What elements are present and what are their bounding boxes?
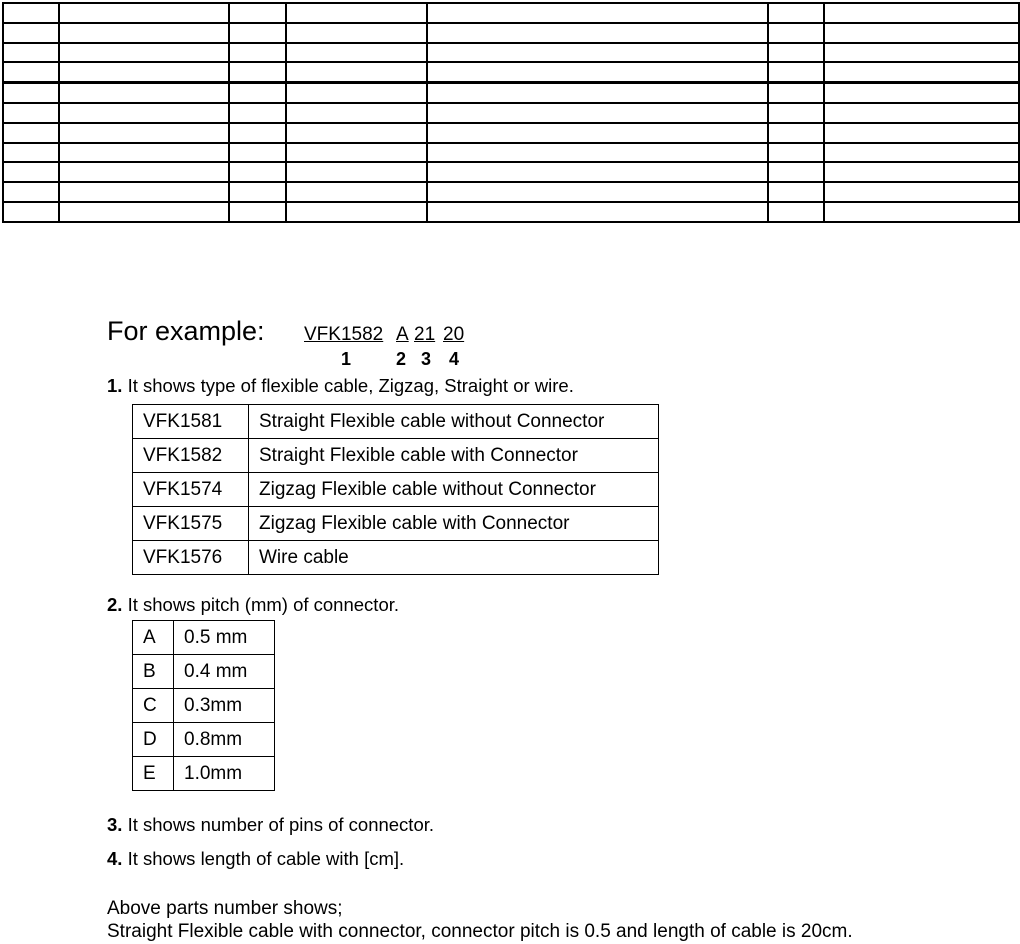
- grid-cell: [286, 43, 427, 63]
- item-text: It shows number of pins of connector.: [127, 814, 435, 835]
- grid-cell: [768, 162, 824, 182]
- grid-row: [3, 103, 1019, 123]
- table-row: [133, 621, 275, 655]
- grid-cell: [427, 103, 768, 123]
- grid-cell: [286, 123, 427, 143]
- grid-cell: [286, 23, 427, 43]
- index-label-3: 3: [421, 349, 432, 369]
- grid-cell: [824, 162, 1019, 182]
- grid-cell: [59, 123, 229, 143]
- grid-cell: [824, 123, 1019, 143]
- grid-cell: [768, 103, 824, 123]
- grid-row: [3, 182, 1019, 202]
- item-text: It shows type of flexible cable, Zigzag, Straight or wire.: [127, 375, 574, 396]
- grid-cell: [3, 182, 59, 202]
- table-row: [133, 405, 659, 439]
- grid-cell: [229, 182, 286, 202]
- example-label: For example:: [107, 316, 265, 346]
- grid-cell: [768, 83, 824, 103]
- grid-row: [3, 143, 1019, 163]
- part-segment-pitch: A: [396, 324, 409, 345]
- grid-cell: [824, 83, 1019, 103]
- grid-cell: [824, 23, 1019, 43]
- item-text: It shows pitch (mm) of connector.: [127, 594, 400, 615]
- grid-cell: [768, 62, 824, 82]
- grid-row: [3, 162, 1019, 182]
- table-row: [133, 439, 659, 473]
- grid-cell: [427, 3, 768, 23]
- index-label-4: 4: [449, 349, 460, 369]
- grid-cell: [286, 162, 427, 182]
- item-4: [107, 848, 404, 870]
- grid-cell: [59, 62, 229, 82]
- cable-description: Straight Flexible cable with Connector: [249, 439, 659, 473]
- pitch-value: 1.0mm: [174, 757, 275, 791]
- grid-row: [3, 83, 1019, 103]
- grid-cell: [768, 202, 824, 222]
- grid-cell: [59, 182, 229, 202]
- pitch-code: B: [133, 655, 174, 689]
- part-segment-length: 20: [443, 324, 465, 345]
- grid-row: [3, 62, 1019, 82]
- pitch-code: A: [133, 621, 174, 655]
- table-row: [133, 541, 659, 575]
- item-3: [107, 814, 434, 836]
- grid-cell: [427, 143, 768, 163]
- grid-cell: [3, 123, 59, 143]
- summary-detail: Straight Flexible cable with connector, connector pitch is 0.5 and length of cable is 20cm.: [107, 921, 853, 942]
- table-row: [133, 689, 275, 723]
- grid-cell: [229, 123, 286, 143]
- grid-cell: [229, 162, 286, 182]
- pitch-table: [132, 620, 275, 791]
- item-number: 3.: [107, 814, 123, 835]
- table-row: [133, 723, 275, 757]
- cable-type-table: [132, 404, 659, 575]
- parts-list-grid: [2, 2, 1020, 223]
- grid-cell: [3, 162, 59, 182]
- grid-cell: [768, 43, 824, 63]
- grid-cell: [229, 62, 286, 82]
- item-text: It shows length of cable with [cm].: [127, 848, 405, 869]
- grid-cell: [427, 23, 768, 43]
- pitch-value: 0.8mm: [174, 723, 275, 757]
- grid-cell: [286, 143, 427, 163]
- table-row: [133, 473, 659, 507]
- grid-cell: [427, 202, 768, 222]
- table-row: [133, 655, 275, 689]
- grid-cell: [59, 202, 229, 222]
- grid-cell: [229, 83, 286, 103]
- item-number: 4.: [107, 848, 123, 869]
- grid-cell: [59, 83, 229, 103]
- index-label-2: 2: [396, 349, 407, 369]
- cable-description: Straight Flexible cable without Connector: [249, 405, 659, 439]
- item-1: [107, 375, 574, 397]
- grid-cell: [229, 202, 286, 222]
- item-number: 1.: [107, 375, 123, 396]
- pitch-code: D: [133, 723, 174, 757]
- grid-cell: [286, 62, 427, 82]
- grid-cell: [229, 23, 286, 43]
- grid-cell: [229, 143, 286, 163]
- grid-cell: [3, 3, 59, 23]
- grid-cell: [3, 62, 59, 82]
- grid-cell: [427, 43, 768, 63]
- grid-cell: [3, 143, 59, 163]
- cable-code: VFK1574: [133, 473, 249, 507]
- grid-cell: [824, 143, 1019, 163]
- grid-cell: [768, 123, 824, 143]
- grid-cell: [286, 103, 427, 123]
- cable-code: VFK1582: [133, 439, 249, 473]
- grid-cell: [229, 43, 286, 63]
- grid-cell: [427, 62, 768, 82]
- index-label-1: 1: [341, 349, 352, 369]
- grid-cell: [59, 143, 229, 163]
- table-row: [133, 757, 275, 791]
- grid-row: [3, 43, 1019, 63]
- part-segment-type: VFK1582: [304, 324, 384, 345]
- grid-cell: [3, 83, 59, 103]
- grid-cell: [3, 103, 59, 123]
- grid-cell: [59, 43, 229, 63]
- grid-cell: [229, 103, 286, 123]
- grid-cell: [427, 162, 768, 182]
- part-segment-pins: 21: [414, 324, 436, 345]
- grid-cell: [3, 202, 59, 222]
- grid-row: [3, 123, 1019, 143]
- cable-description: Zigzag Flexible cable with Connector: [249, 507, 659, 541]
- grid-cell: [824, 182, 1019, 202]
- grid-cell: [286, 202, 427, 222]
- cable-description: Zigzag Flexible cable without Connector: [249, 473, 659, 507]
- grid-cell: [768, 182, 824, 202]
- grid-cell: [824, 202, 1019, 222]
- pitch-code: C: [133, 689, 174, 723]
- item-2: [107, 594, 399, 616]
- grid-cell: [824, 103, 1019, 123]
- grid-cell: [59, 23, 229, 43]
- grid-cell: [768, 23, 824, 43]
- grid-row: [3, 23, 1019, 43]
- grid-row: [3, 202, 1019, 222]
- grid-cell: [286, 83, 427, 103]
- grid-cell: [427, 182, 768, 202]
- table-row: [133, 507, 659, 541]
- cable-code: VFK1581: [133, 405, 249, 439]
- grid-cell: [59, 162, 229, 182]
- grid-row: [3, 3, 1019, 23]
- grid-cell: [286, 3, 427, 23]
- pitch-value: 0.3mm: [174, 689, 275, 723]
- grid-cell: [3, 23, 59, 43]
- grid-cell: [824, 43, 1019, 63]
- grid-cell: [768, 143, 824, 163]
- cable-code: VFK1576: [133, 541, 249, 575]
- summary-intro: Above parts number shows;: [107, 898, 343, 919]
- grid-cell: [768, 3, 824, 23]
- cable-code: VFK1575: [133, 507, 249, 541]
- grid-cell: [59, 3, 229, 23]
- grid-cell: [59, 103, 229, 123]
- cable-description: Wire cable: [249, 541, 659, 575]
- grid-cell: [427, 83, 768, 103]
- grid-cell: [824, 62, 1019, 82]
- grid-cell: [286, 182, 427, 202]
- pitch-code: E: [133, 757, 174, 791]
- item-number: 2.: [107, 594, 123, 615]
- grid-cell: [824, 3, 1019, 23]
- pitch-value: 0.5 mm: [174, 621, 275, 655]
- grid-cell: [229, 3, 286, 23]
- grid-cell: [427, 123, 768, 143]
- grid-cell: [3, 43, 59, 63]
- pitch-value: 0.4 mm: [174, 655, 275, 689]
